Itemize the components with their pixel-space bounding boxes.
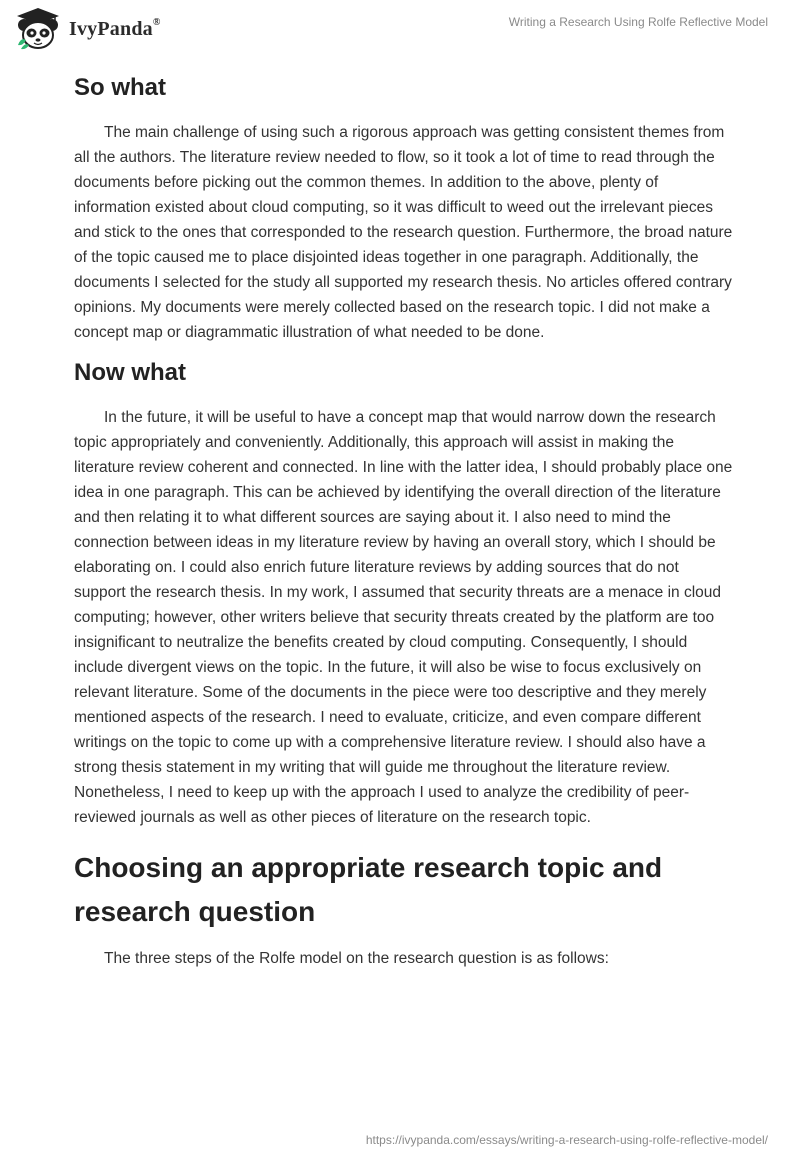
document-title: Writing a Research Using Rolfe Reflective Model [508,15,768,29]
section-paragraph-now-what: In the future, it will be useful to have a concept map that would narrow down the research topic appropriately and conveniently. Additionally, this approach will assist in making the literature review coherent and connected. In line with the latter idea, I should probably place one idea in one paragraph. This can be achieved by identifying the overall direction of the literature and then relating it to what different sources are saying about it. I also need to mind the connection between ideas in my literature review by having an overall story, which I should be elaborating on. I could also enrich future literature reviews by adding sources that do not support the research thesis. In my work, I assumed that security threats are a menace in cloud computing; however, other writers believe that security threats created by the platform are too insignificant to neutralize the benefits created by cloud computing. Consequently, I should include divergent views on the topic. In the future, it will also be wise to focus exclusively on relevant literature. Some of the documents in the piece were too descriptive and they merely mentioned aspects of the research. I need to evaluate, criticize, and even compare different writings on the topic to come up with a comprehensive literature review. I should also have a strong thesis statement in my writing that will guide me throughout the literature review. Nonetheless, I need to keep up with the approach I used to analyze the credibility of peer-reviewed journals as well as other pieces of literature on the research topic. [74,409,733,826]
section-heading-choosing-topic: Choosing an appropriate research topic and research question [74,852,663,927]
source-url[interactable]: https://ivypanda.com/essays/writing-a-research-using-rolfe-reflective-model/ [365,1133,768,1147]
brand-name: IvyPanda® [69,16,161,40]
section-paragraph-choosing-topic: The three steps of the Rolfe model on the research question is as follows: [104,950,609,967]
registered-mark: ® [152,16,161,28]
section-heading-now-what: Now what [74,359,186,386]
page-header [0,0,800,62]
section-heading-so-what: So what [74,74,167,101]
section-paragraph-so-what: The main challenge of using such a rigorous approach was getting consistent themes from all the authors. The literature review needed to flow, so it took a lot of time to read through the documents before picking out the common themes. In addition to the above, plenty of information existed about cloud computing, so it was difficult to weed out the irrelevant pieces and stick to the ones that corresponded to the research question. Furthermore, the broad nature of the topic caused me to place disjointed ideas together in one paragraph. Additionally, the documents I selected for the study all supported my research thesis. No articles offered contrary opinions. My documents were merely collected based on the research topic. I did not make a concept map or diagrammatic illustration of what needed to be done. [74,124,733,341]
essay-content [74,68,734,971]
panda-graduate-icon [15,7,61,51]
ivypanda-logo[interactable] [15,7,161,51]
